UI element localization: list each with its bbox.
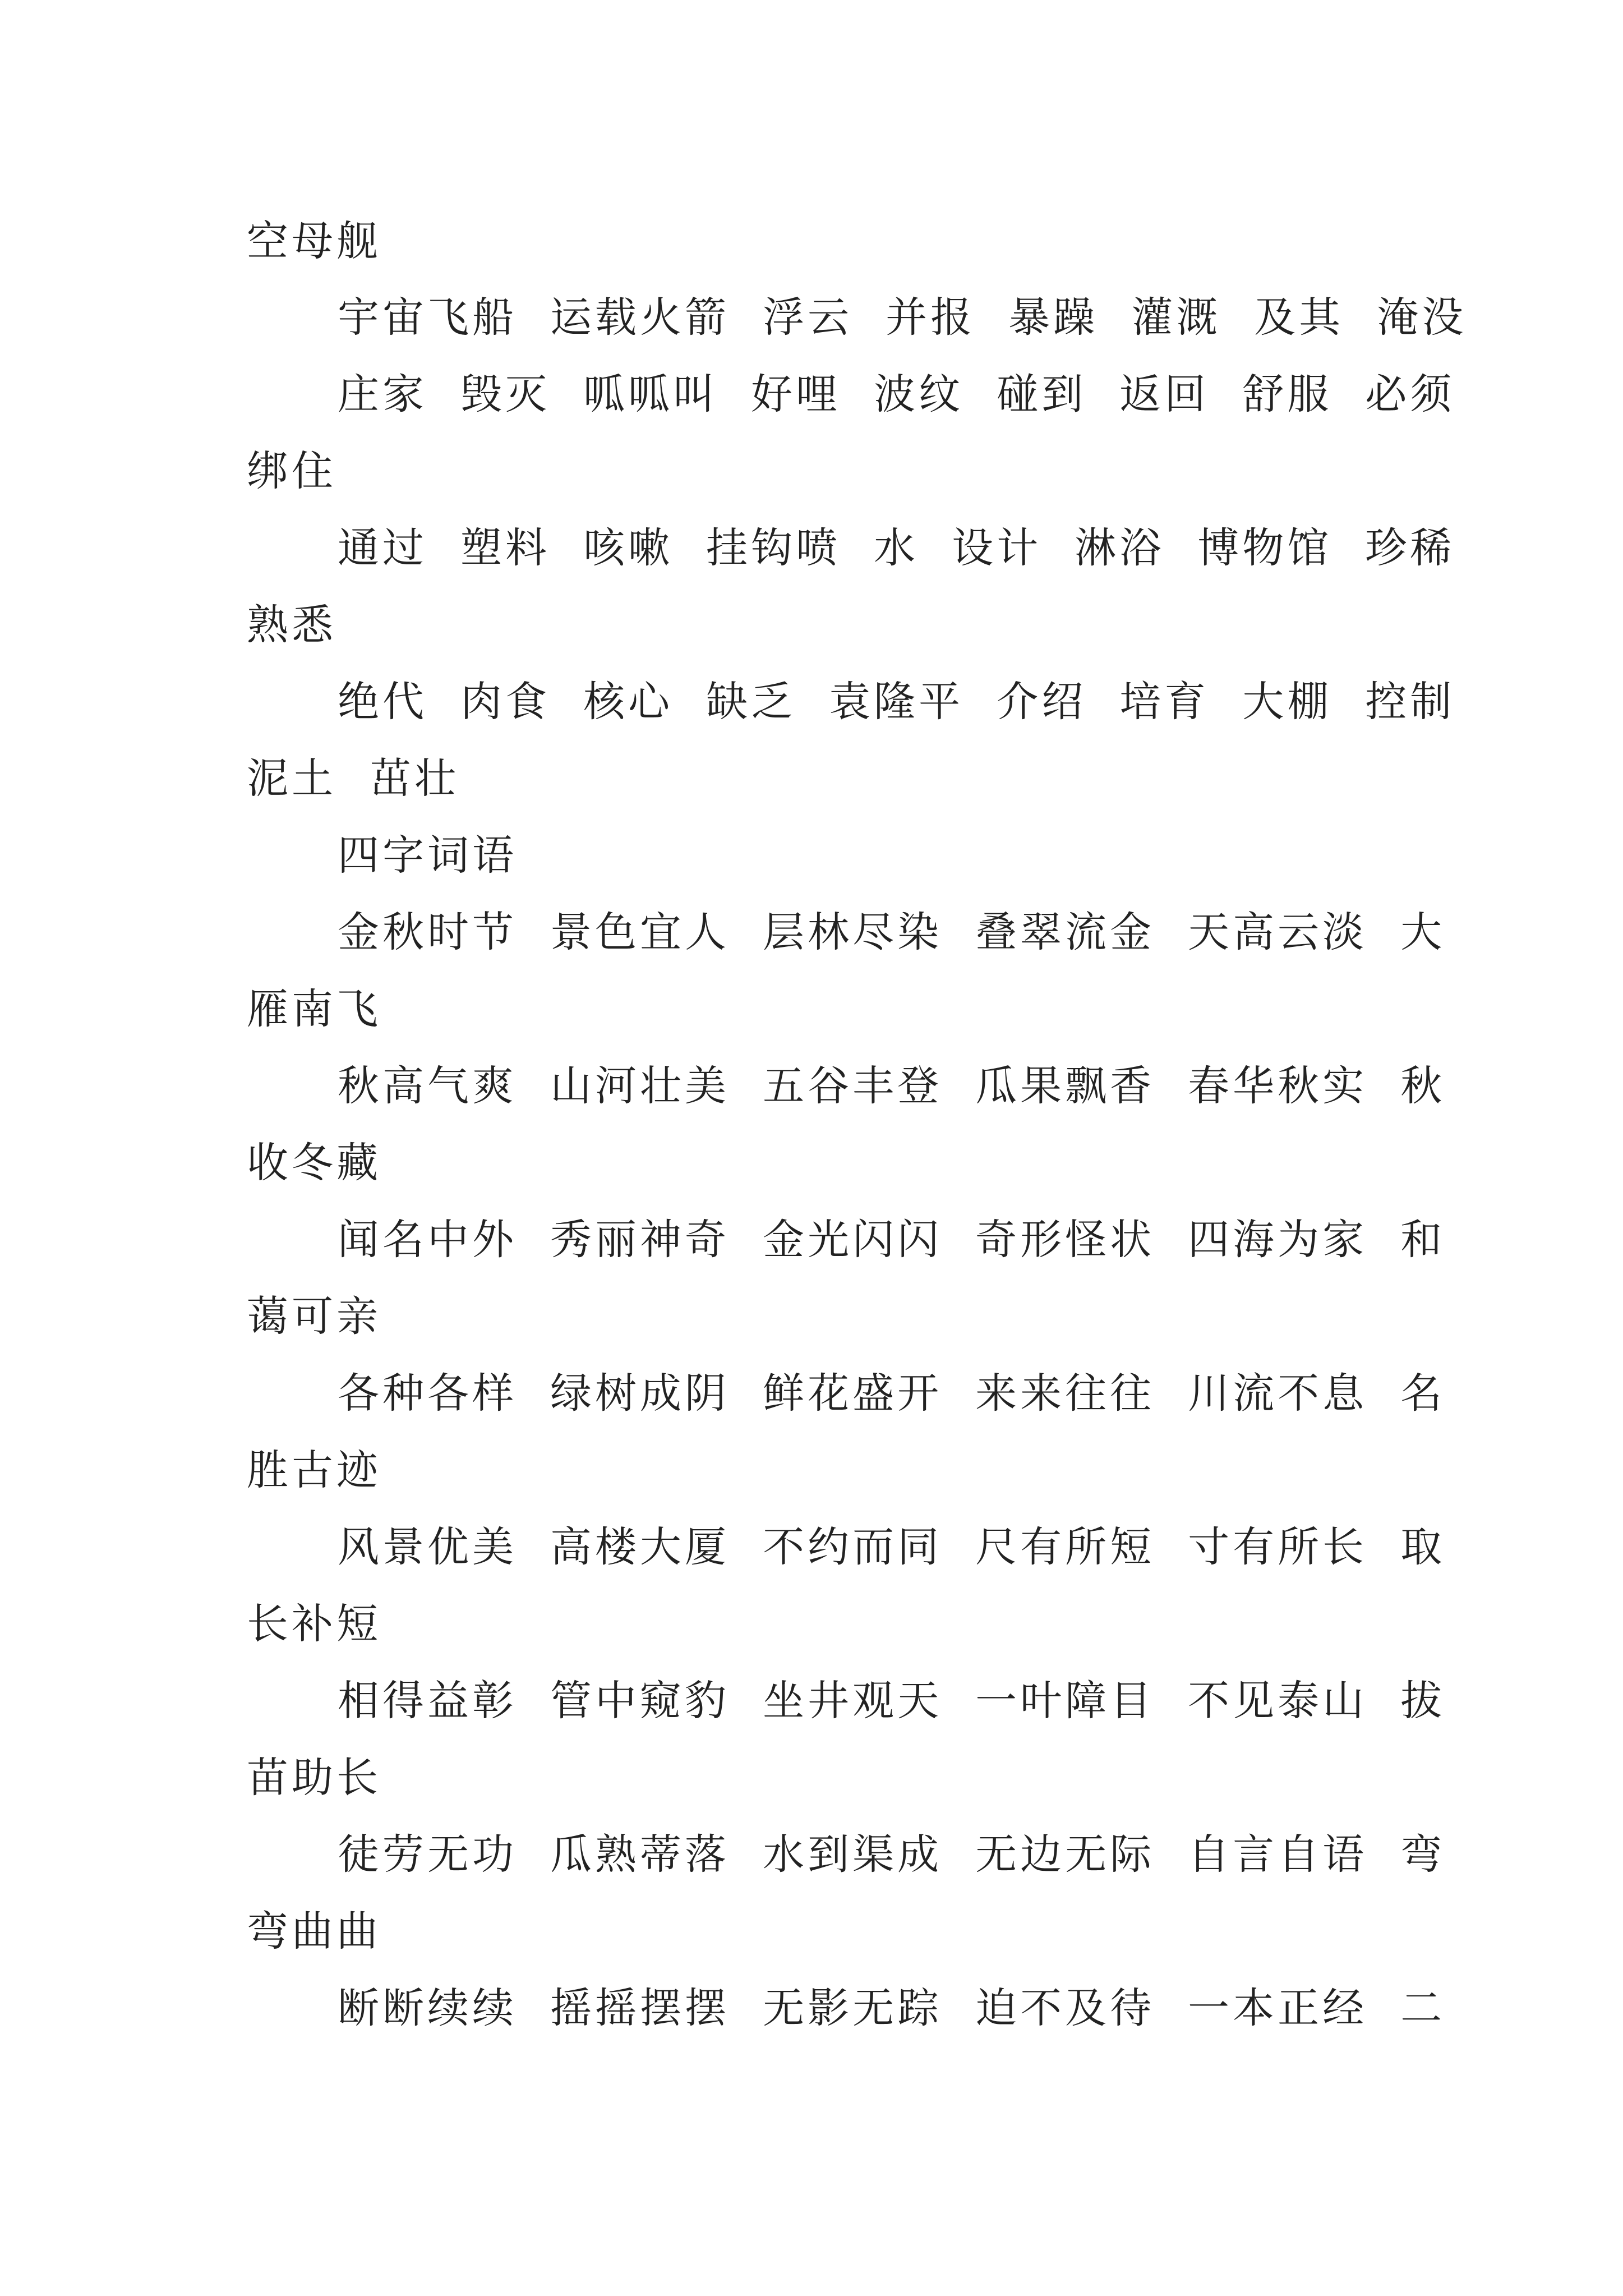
text-line: 弯曲曲 (247, 1907, 381, 1955)
text-line: 徒劳无功 瓜熟蒂落 水到渠成 无边无际 自言自语 弯 (338, 1830, 1446, 1879)
section-heading: 四字词语 (338, 831, 517, 880)
text-line: 断断续续 摇摇摆摆 无影无踪 迫不及待 一本正经 二 (338, 1984, 1446, 2032)
text-line: 相得益彰 管中窥豹 坐井观天 一叶障目 不见泰山 拔 (338, 1677, 1446, 1725)
text-line: 闻名中外 秀丽神奇 金光闪闪 奇形怪状 四海为家 和 (338, 1216, 1446, 1264)
text-line: 泥土 茁壮 (247, 754, 460, 803)
text-line: 各种各样 绿树成阴 鲜花盛开 来来往往 川流不息 名 (338, 1369, 1446, 1418)
text-line: 庄家 毁灭 呱呱叫 好哩 波纹 碰到 返回 舒服 必须 (338, 370, 1455, 418)
text-line: 宇宙飞船 运载火箭 浮云 并报 暴躁 灌溉 及其 淹没 (338, 293, 1467, 342)
text-line: 蔼可亲 (247, 1292, 381, 1341)
text-line: 通过 塑料 咳嗽 挂钩喷 水 设计 淋浴 博物馆 珍稀 (338, 524, 1455, 572)
text-line: 风景优美 高楼大厦 不约而同 尺有所短 寸有所长 取 (338, 1523, 1446, 1571)
text-line: 熟悉 (247, 601, 336, 649)
text-line: 秋高气爽 山河壮美 五谷丰登 瓜果飘香 春华秋实 秋 (338, 1062, 1446, 1110)
text-line: 收冬藏 (247, 1139, 381, 1187)
text-line: 绝代 肉食 核心 缺乏 袁隆平 介绍 培育 大棚 控制 (338, 678, 1455, 726)
text-line: 长补短 (247, 1600, 381, 1648)
text-line: 苗助长 (247, 1754, 381, 1802)
text-line: 胜古迹 (247, 1446, 381, 1494)
text-line: 雁南飞 (247, 985, 381, 1033)
text-line: 金秋时节 景色宜人 层林尽染 叠翠流金 天高云淡 大 (338, 908, 1446, 956)
text-line: 绑住 (247, 447, 336, 495)
text-line: 空母舰 (247, 217, 381, 265)
